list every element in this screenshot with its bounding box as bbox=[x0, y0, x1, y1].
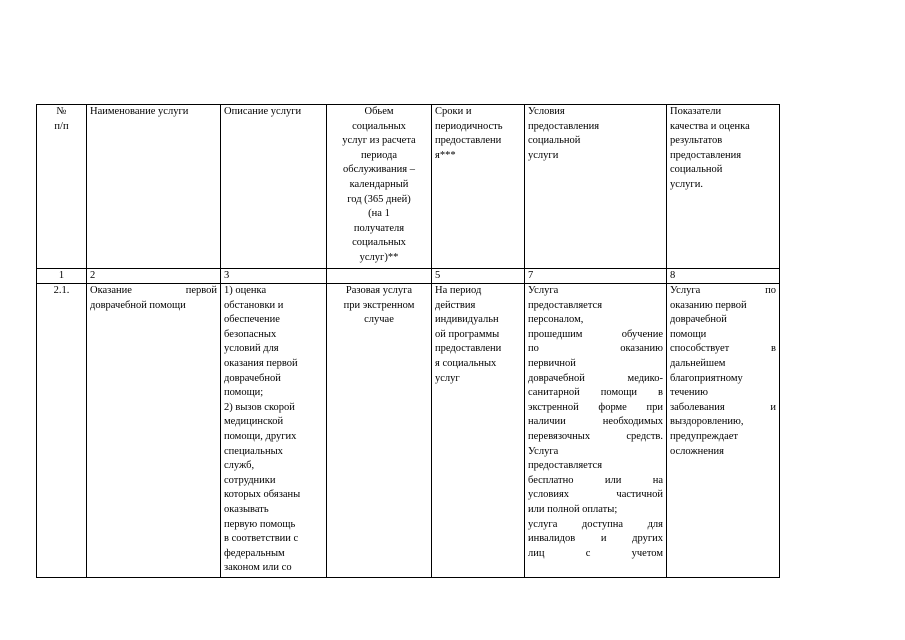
cell-line: социальных bbox=[352, 120, 406, 132]
cell-line: ой программы bbox=[435, 328, 500, 340]
cell-line: предоставлени bbox=[435, 135, 502, 147]
header-num bbox=[37, 105, 87, 269]
cell-line: предоставлени bbox=[435, 343, 502, 355]
header-name: Наименование услуги bbox=[87, 105, 221, 269]
row-name bbox=[87, 284, 221, 578]
cell-line: год (365 дней) bbox=[347, 193, 411, 205]
cell-line: обеспечение bbox=[224, 314, 280, 326]
cell-line: я социальных bbox=[435, 357, 497, 369]
column-number: 8 bbox=[667, 269, 780, 284]
cell-line: услуги bbox=[528, 149, 559, 161]
row-indicators bbox=[667, 284, 780, 578]
cell-line: услуг из расчета bbox=[342, 135, 416, 147]
cell-line: способствует в bbox=[670, 343, 776, 355]
header-conditions bbox=[525, 105, 667, 269]
cell-line: предупреждает bbox=[670, 430, 739, 442]
cell-line: социальных bbox=[352, 237, 406, 249]
header-terms bbox=[432, 105, 525, 269]
cell-line: служб, bbox=[224, 460, 255, 472]
cell-line: доврачебной bbox=[670, 314, 727, 326]
column-number: 7 bbox=[525, 269, 667, 284]
cell-line: услуга доступна для bbox=[528, 518, 663, 530]
table-header-row bbox=[37, 105, 780, 269]
cell-line: или полной оплаты; bbox=[528, 503, 618, 515]
cell-line: 2) вызов скорой bbox=[224, 401, 295, 413]
cell-line: Сроки и bbox=[435, 106, 472, 117]
cell-line: случае bbox=[364, 314, 394, 326]
cell-line: помощи; bbox=[224, 387, 264, 399]
header-volume bbox=[327, 105, 432, 269]
cell-line: Условия bbox=[528, 106, 565, 117]
cell-line: оказания первой bbox=[224, 357, 298, 369]
cell-line: сотрудники bbox=[224, 474, 276, 486]
row-num: 2.1. bbox=[37, 284, 87, 578]
cell-line: Обьем bbox=[364, 106, 394, 117]
cell-line: услуги. bbox=[670, 178, 703, 190]
column-number: 2 bbox=[87, 269, 221, 284]
cell-line: Разовая услуга bbox=[345, 285, 413, 296]
cell-line: действия bbox=[435, 299, 476, 311]
cell-line: предоставления bbox=[670, 149, 742, 161]
cell-line: предоставляется bbox=[528, 299, 603, 311]
cell-line: выздоровлению, bbox=[670, 416, 744, 428]
row-conditions bbox=[525, 284, 667, 578]
cell-line: заболевания и bbox=[670, 401, 776, 413]
cell-line: индивидуальн bbox=[435, 314, 499, 326]
column-number bbox=[327, 269, 432, 284]
cell-line: На период bbox=[435, 285, 482, 296]
cell-line: Услуга bbox=[528, 445, 559, 457]
cell-line: периодичность bbox=[435, 120, 503, 132]
header-num-line: № bbox=[56, 106, 67, 117]
column-number: 5 bbox=[432, 269, 525, 284]
cell-line: предоставляется bbox=[528, 460, 603, 472]
cell-line: услуг)** bbox=[359, 251, 399, 263]
cell-line: законом или со bbox=[224, 562, 292, 574]
cell-line: оказывать bbox=[224, 503, 269, 515]
row-description bbox=[221, 284, 327, 578]
cell-line: обслуживания – bbox=[343, 164, 415, 176]
cell-line: Показатели bbox=[670, 106, 722, 117]
cell-line: которых обязаны bbox=[224, 489, 301, 501]
cell-line: течению bbox=[670, 387, 709, 399]
cell-line: помощи bbox=[670, 328, 707, 340]
cell-line: помощи, других bbox=[224, 430, 297, 442]
cell-line: первичной bbox=[528, 357, 576, 369]
cell-line: социальной bbox=[670, 164, 723, 176]
cell-line: качества и оценка bbox=[670, 120, 750, 132]
cell-line: медицинской bbox=[224, 416, 284, 428]
services-table bbox=[36, 104, 780, 578]
cell-line: доврачебной bbox=[224, 372, 281, 384]
cell-line: наличии необходимых bbox=[528, 416, 663, 428]
cell-line: бесплатно или на bbox=[528, 474, 663, 486]
cell-line: я*** bbox=[435, 149, 456, 161]
cell-line: экстренной форме при bbox=[528, 401, 663, 413]
cell-line: лиц с учетом bbox=[528, 547, 663, 559]
cell-line: доврачебной медико- bbox=[528, 372, 663, 384]
cell-line: инвалидов и других bbox=[528, 533, 663, 545]
cell-line: осложнения bbox=[670, 445, 725, 457]
row-volume bbox=[327, 284, 432, 578]
cell-line: оказанию первой bbox=[670, 299, 747, 311]
column-numbers-row bbox=[37, 269, 780, 284]
cell-line: первую помощь bbox=[224, 518, 296, 530]
cell-line: услуг bbox=[435, 372, 460, 384]
cell-line: санитарной помощи в bbox=[528, 387, 663, 399]
header-description: Описание услуги bbox=[221, 105, 327, 269]
cell-line: (на 1 bbox=[368, 208, 390, 220]
row-terms bbox=[432, 284, 525, 578]
header-indicators bbox=[667, 105, 780, 269]
header-num-line: п/п bbox=[54, 120, 69, 132]
cell-line: Услуга по bbox=[670, 285, 776, 296]
cell-line: доврачебной помощи bbox=[90, 299, 186, 311]
cell-line: персоналом, bbox=[528, 314, 584, 326]
cell-line: благоприятному bbox=[670, 372, 743, 384]
table-row bbox=[37, 284, 780, 578]
cell-line: получателя bbox=[353, 222, 405, 234]
cell-line: дальнейшем bbox=[670, 357, 726, 369]
cell-line: обстановки и bbox=[224, 299, 284, 311]
column-number: 1 bbox=[37, 269, 87, 284]
cell-line: периода bbox=[360, 149, 398, 161]
cell-line: прошедшим обучение bbox=[528, 328, 663, 340]
cell-line: Оказание первой bbox=[90, 285, 217, 296]
cell-line: условий для bbox=[224, 343, 279, 355]
cell-line: предоставления bbox=[528, 120, 600, 132]
cell-line: перевязочных средств. bbox=[528, 430, 663, 442]
cell-line: социальной bbox=[528, 135, 581, 147]
cell-line: условиях частичной bbox=[528, 489, 663, 501]
cell-line: календарный bbox=[349, 178, 409, 190]
column-number: 3 bbox=[221, 269, 327, 284]
cell-line: Услуга bbox=[528, 285, 559, 296]
cell-line: 1) оценка bbox=[224, 285, 267, 296]
cell-line: при экстренном bbox=[343, 299, 415, 311]
cell-line: федеральным bbox=[224, 547, 285, 559]
cell-line: результатов bbox=[670, 135, 723, 147]
cell-line: специальных bbox=[224, 445, 283, 457]
cell-line: в соответствии с bbox=[224, 533, 299, 545]
cell-line: по оказанию bbox=[528, 343, 663, 355]
cell-line: безопасных bbox=[224, 328, 277, 340]
